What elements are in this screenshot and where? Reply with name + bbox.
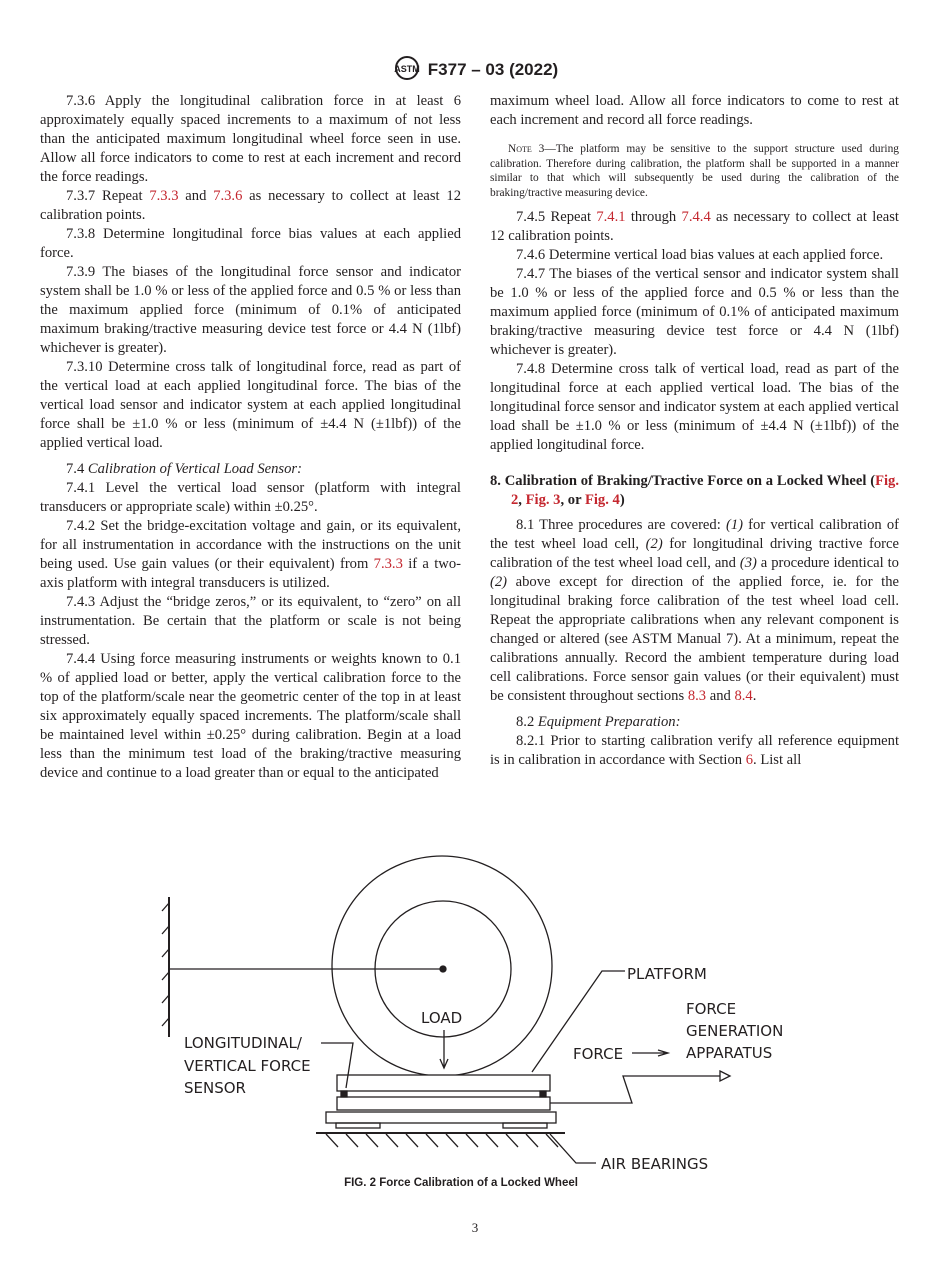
para-7-4-4: 7.4.4 Using force measuring instruments or weights known to 0.1 % of applied load or better, apply the vertical calibration force to the top of the platform/scale near the geometric center of the top in at least six approximately equally spaced increments. The platform/scale shall be maintained level within ±0.25° during calibration. Begin at a load less than the minimum test load of the braking/tractive measuring device and continue to a load greater than or equal to the anticipated	[40, 651, 461, 781]
link-7-3-6[interactable]: 7.3.6	[213, 188, 243, 204]
platform-base-plate	[326, 1112, 556, 1123]
label-sensor-3: SENSOR	[184, 1079, 246, 1097]
platform-middle-plate	[337, 1097, 550, 1110]
para-8-2-1: 8.2.1 Prior to starting calibration verify all reference equipment is in calibration in accordance with Section 6. List all	[490, 733, 899, 768]
para-7-3-7: 7.3.7 Repeat 7.3.3 and 7.3.6 as necessary to collect at least 12 calibration points.	[40, 188, 461, 223]
force-sensor-right	[540, 1091, 546, 1097]
label-air-bearings: AIR BEARINGS	[601, 1155, 709, 1173]
link-fig-3[interactable]: Fig. 3	[525, 492, 561, 508]
para-continued: maximum wheel load. Allow all force indicators to come to rest at each increment and record all force readings.	[490, 93, 899, 128]
para-7-4-6: 7.4.6 Determine vertical load bias values at each applied force.	[516, 247, 884, 263]
link-section-6[interactable]: 6	[745, 752, 754, 768]
para-7-4-1: 7.4.1 Level the vertical load sensor (platform with integral transducers or appropriate scale) within ±0.25°.	[40, 480, 461, 515]
force-cable	[550, 1076, 720, 1103]
label-force-generation-3: APPARATUS	[686, 1044, 773, 1062]
wall	[162, 897, 169, 1037]
force-arrowhead-icon	[720, 1071, 730, 1081]
ground	[316, 1133, 565, 1147]
para-7-3-10: 7.3.10 Determine cross talk of longitudinal force, read as part of the vertical load at each applied longitudinal force. The bias of the vertical load sensor and indicator system at each applied longitudinal force shall be ±1.0 % or less (minimum of ±4.4 N (±1lbf)) of the applied vertical load.	[40, 359, 461, 451]
link-fig-4[interactable]: Fig. 4	[584, 492, 620, 508]
section-8-heading: 8. Calibration of Braking/Tractive Force on a Locked Wheel (Fig. 2, Fig. 3, or Fig. 4)	[490, 473, 899, 508]
air-bearings-leader	[550, 1134, 596, 1163]
label-load: LOAD	[421, 1009, 463, 1027]
link-8-3[interactable]: 8.3	[687, 688, 707, 704]
figure-caption: FIG. 2 Force Calibration of a Locked Wheel	[344, 1177, 578, 1189]
air-bearing-left	[336, 1123, 380, 1128]
label-sensor-2: VERTICAL FORCE	[184, 1057, 311, 1075]
link-7-3-3[interactable]: 7.3.3	[373, 556, 403, 572]
para-7-4-3: 7.4.3 Adjust the “bridge zeros,” or its equivalent, to “zero” on all instrumentation. Be certain that the platform or scale is not being stressed.	[40, 594, 461, 648]
link-fig-2[interactable]: Fig. 2	[511, 473, 899, 508]
load-arrow	[440, 1030, 448, 1068]
para-7-3-9: 7.3.9 The biases of the longitudinal force sensor and indicator system shall be 1.0 % or less of the applied force and 0.5 % or less than the maximum applied force (minimum of 0.1% of anticipated maximum braking/tractive measuring device test force or 4.4 N (1lbf) whichever is greater).	[40, 264, 461, 356]
standard-designation: F377 – 03 (2022)	[427, 59, 559, 79]
para-7-4-2: 7.4.2 Set the bridge-excitation voltage and gain, or its equivalent, for all instrumentation in accordance with the instructions on the unit being used. Use gain values (or their equivalent) from 7.3.3 if a two-axis platform with integral transducers is utilized.	[40, 518, 461, 591]
link-7-4-1[interactable]: 7.4.1	[596, 209, 626, 225]
page-number: 3	[471, 1220, 479, 1235]
label-sensor-1: LONGITUDINAL/	[184, 1034, 302, 1052]
air-bearing-right	[503, 1123, 547, 1128]
wheel-hub	[440, 966, 446, 972]
para-7-3-8: 7.3.8 Determine longitudinal force bias values at each applied force.	[40, 226, 461, 261]
label-force: FORCE	[573, 1045, 624, 1063]
section-8-2-heading: 8.2 Equipment Preparation:	[516, 714, 681, 730]
link-8-4[interactable]: 8.4	[734, 688, 753, 704]
force-arrow	[632, 1050, 668, 1056]
para-8-1: 8.1 Three procedures are covered: (1) for vertical calibration of the test wheel load cell, (2) for longitudinal driving tractive force calibration of the test wheel load cell, and (3) a procedure identical to (2) above except for direction of the applied force, ie. for the longitudinal braking force calibration of the test wheel load cell. Repeat the appropriate calibrations when any relevant component is changed or altered (see ASTM Manual 7). At a minimum, repeat the calibrations annually. Record the ambient temperature during load cell calibrations. Force sensor gain values (or their equivalent) must be consistent throughout sections 8.3 and 8.4.	[490, 517, 900, 704]
para-7-4-5: 7.4.5 Repeat 7.4.1 through 7.4.4 as necessary to collect at least 12 calibration points.	[490, 209, 899, 244]
force-sensor-left	[341, 1091, 347, 1097]
svg-text:ASTM: ASTM	[394, 64, 420, 74]
label-platform: PLATFORM	[627, 965, 707, 983]
link-7-3-3[interactable]: 7.3.3	[149, 188, 179, 204]
section-7-4-heading: 7.4 Calibration of Vertical Load Sensor:	[66, 461, 302, 477]
note-3: Note 3—The platform may be sensitive to the support structure used during calibration. Therefore during calibration, the platform shall be supported in a manner similar to that which will subsequently be used during the calibration of the braking/tractive measuring device.	[490, 143, 899, 199]
para-7-3-6: 7.3.6 Apply the longitudinal calibration force in at least 6 approximately equally spaced increments to a maximum of not less than the anticipated maximum longitudinal wheel force seen in use. Allow all force indicators to come to rest at each increment and record the force readings.	[40, 93, 461, 185]
link-7-4-4[interactable]: 7.4.4	[681, 209, 711, 225]
para-7-4-7: 7.4.7 The biases of the vertical sensor and indicator system shall be 1.0 % or less of the applied force and 0.5 % or less than the maximum applied force (minimum of 0.1% of anticipated maximum braking/tractive measuring device test force or 4.4 N (1lbf) whichever is greater).	[490, 266, 899, 358]
platform-top-plate	[337, 1075, 550, 1091]
label-force-generation-2: GENERATION	[686, 1022, 784, 1040]
label-force-generation-1: FORCE	[686, 1000, 737, 1018]
para-7-4-8: 7.4.8 Determine cross talk of vertical load, read as part of the longitudinal force at each applied vertical load. The bias of the longitudinal force sensor and indicator system at each applied vertical load shall be ±1.0 % or less (minimum of ±4.4 N (±1lbf)) of the applied longitudinal force.	[490, 361, 899, 453]
